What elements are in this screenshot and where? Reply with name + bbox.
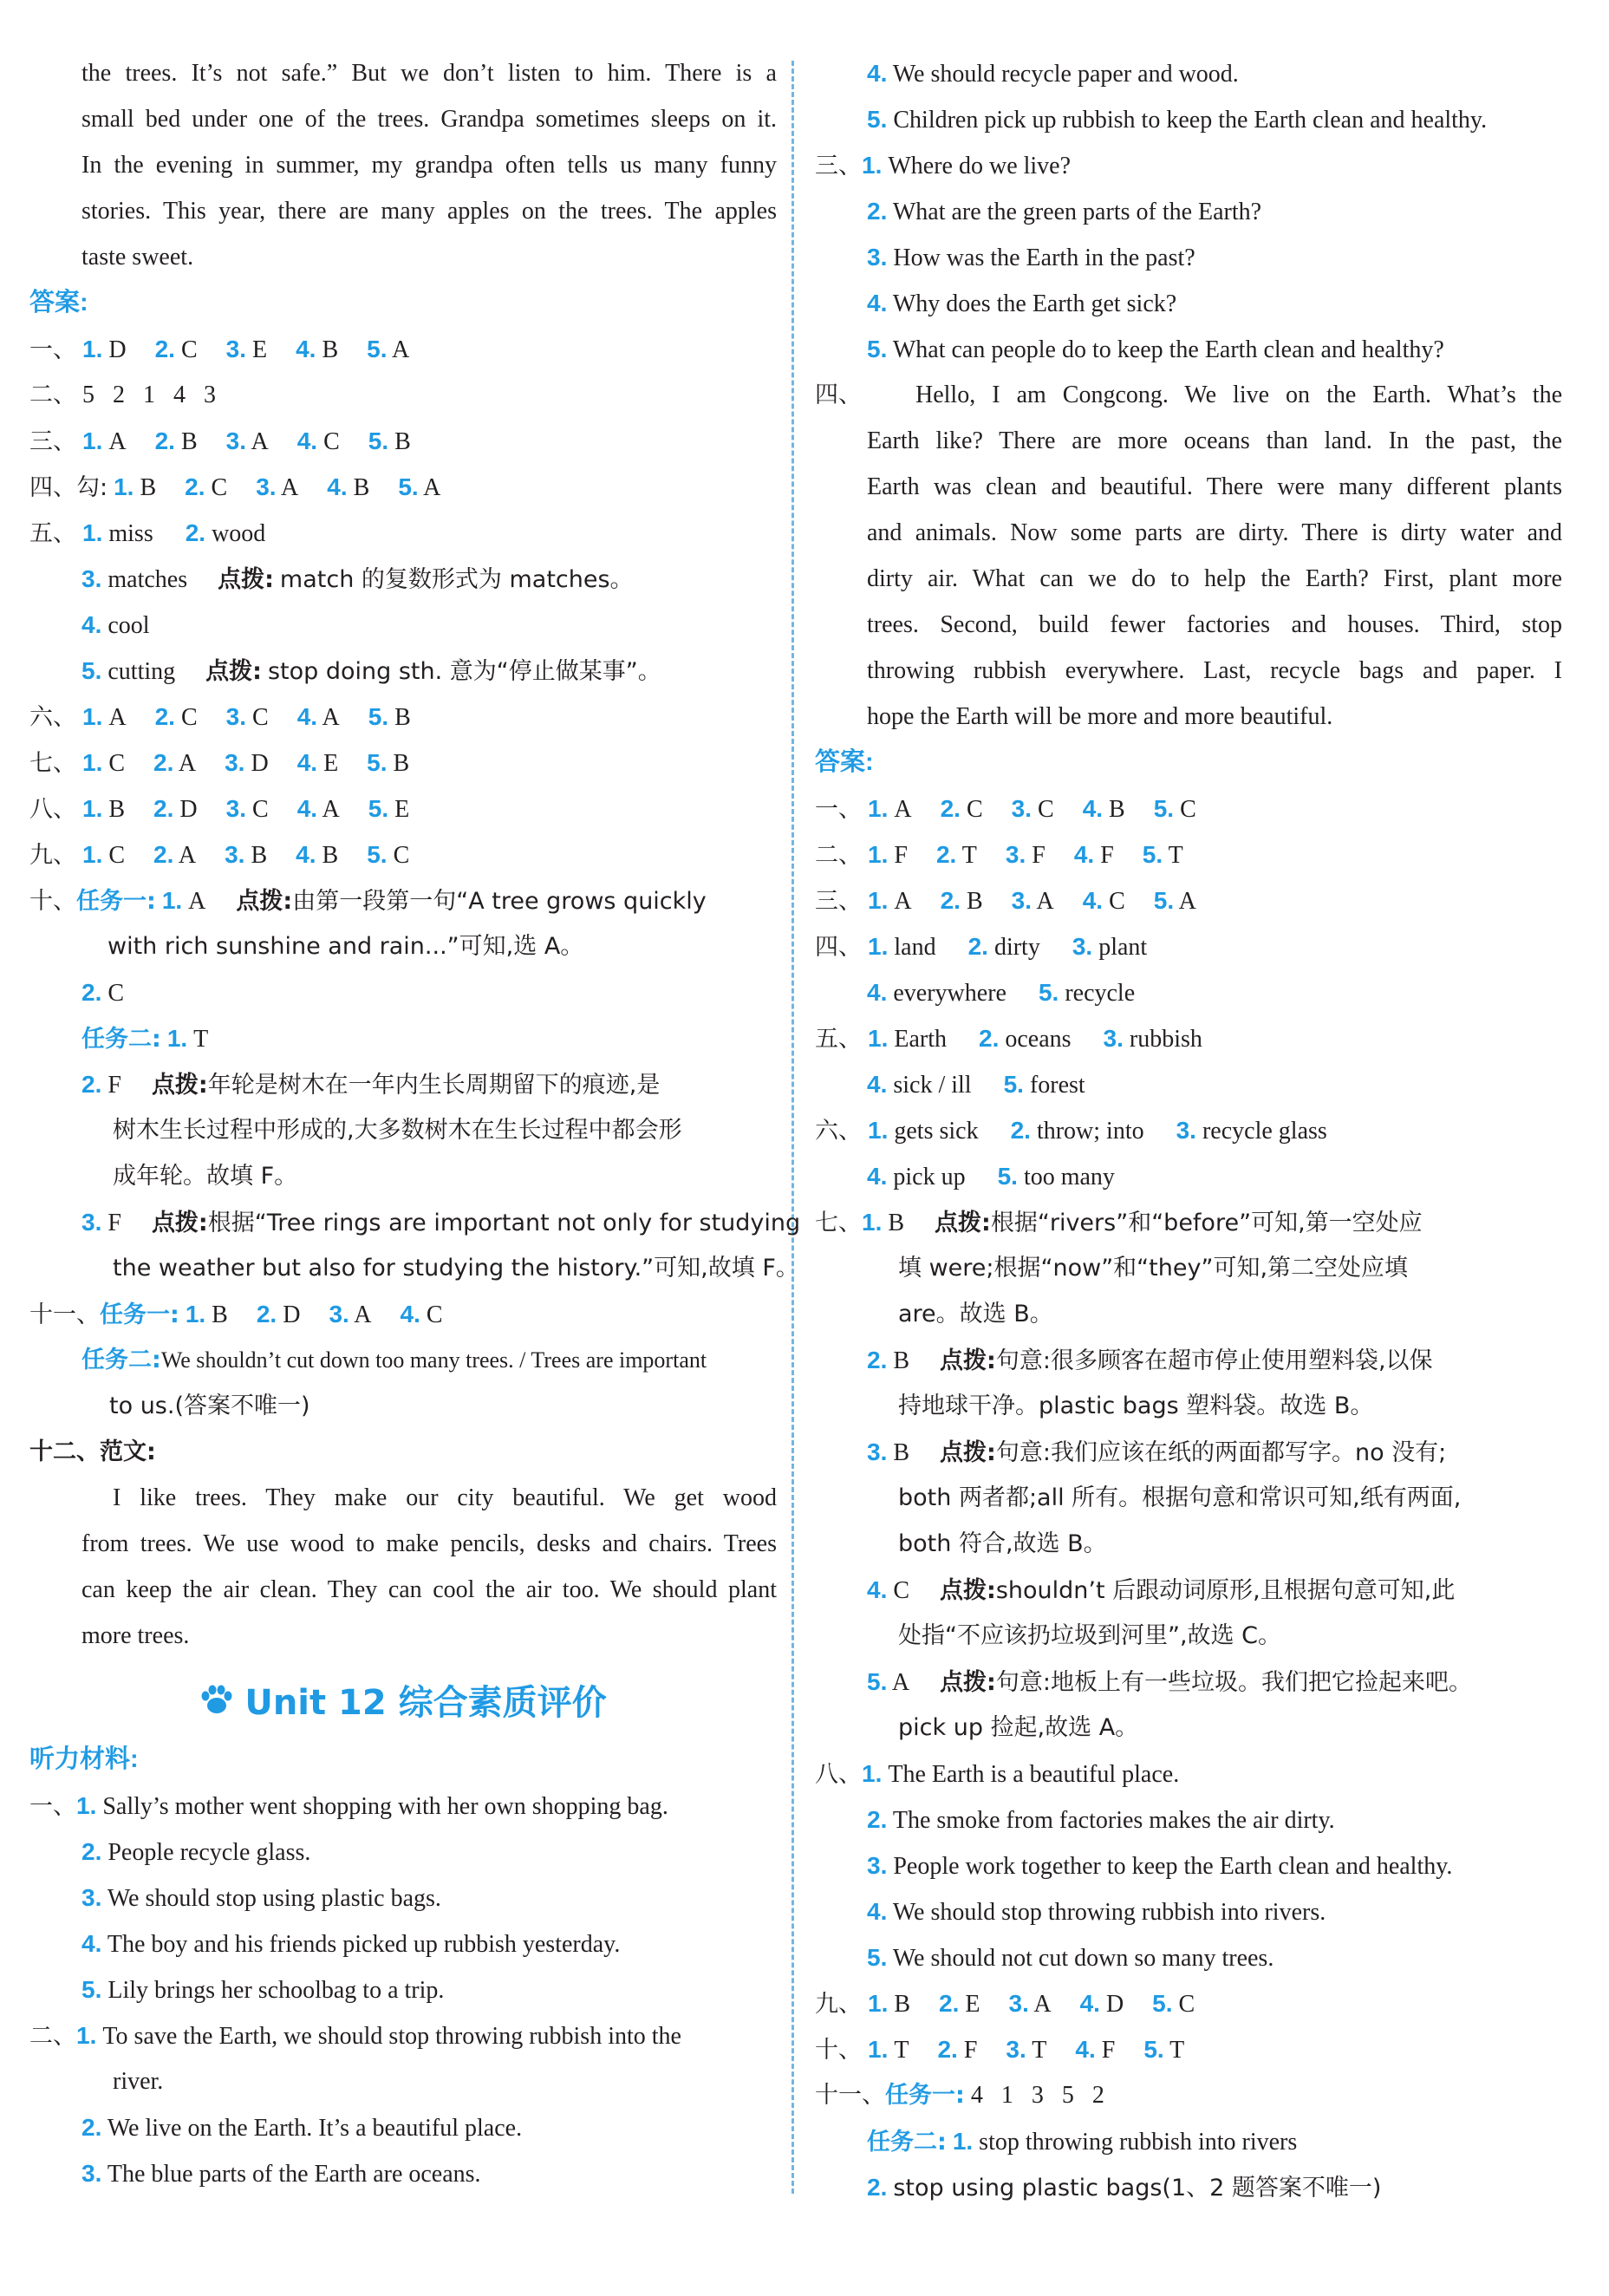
answer-item: 3. A bbox=[1011, 887, 1054, 915]
tip-note: 句意:很多顾客在超市停止使用塑料袋,以保 bbox=[995, 1347, 1433, 1374]
listening-row: 三、1. Where do we live? bbox=[815, 152, 1072, 179]
section-marker: 十、 bbox=[815, 2037, 862, 2064]
answer-item: 1. A bbox=[868, 887, 912, 915]
answer-item: 3. D bbox=[225, 749, 269, 777]
answer-continuation: to us.(答案不唯一) bbox=[109, 1393, 310, 1419]
answer-item: 5. T bbox=[1142, 841, 1183, 869]
tip-label: 点拨: bbox=[151, 1210, 208, 1236]
answer-row-si-2 bbox=[815, 969, 1562, 1015]
section-marker: 十一、 bbox=[29, 1301, 100, 1328]
tip-label: 点拨: bbox=[205, 658, 262, 685]
answer-item: 1. F bbox=[868, 841, 908, 869]
answer-heading bbox=[815, 740, 1562, 786]
listening-row: 二、1. To save the Earth, we should stop throwing rubbish into the bbox=[29, 2022, 681, 2050]
answer-item: 4. B bbox=[1082, 795, 1125, 823]
answer-item: 3. A bbox=[256, 473, 299, 501]
passage-line: trees. Second, build fewer factories and houses. Third, stop bbox=[867, 611, 1562, 638]
answer-item: 1. D bbox=[82, 336, 127, 363]
answer-row-shiyi bbox=[29, 1291, 777, 1337]
answer-row-liu bbox=[815, 1107, 1562, 1153]
section-marker: 二、 bbox=[815, 842, 862, 869]
answer-item: 5. C bbox=[1153, 795, 1196, 823]
answer-item: 4. A bbox=[296, 795, 340, 823]
answer-item: 4. B bbox=[296, 841, 339, 869]
section-marker: 十一、 bbox=[815, 2082, 885, 2109]
answer-item: 2. A bbox=[153, 841, 197, 869]
answer-item: 4. B bbox=[327, 473, 370, 501]
answer-item: 4. C bbox=[400, 1301, 443, 1328]
answer-item: 5. B bbox=[367, 749, 410, 777]
section-marker: 二、 bbox=[29, 2023, 76, 2050]
task-label: 任务一: bbox=[100, 1301, 179, 1328]
answer-item: 4. F bbox=[1075, 2036, 1116, 2064]
essay-line: I like trees. They make our city beautiful. We get wood bbox=[113, 1484, 777, 1511]
tip-note: 根据“rivers”和“before”可知,第一空处应 bbox=[990, 1210, 1423, 1236]
section-marker: 三、 bbox=[815, 888, 862, 915]
tip-note: shouldn’t 后跟动词原形,且根据句意可知,此 bbox=[995, 1577, 1456, 1604]
answer-row-si bbox=[29, 464, 777, 510]
passage-line: dirty air. What can we do to help the Earth? First, plant more bbox=[867, 565, 1562, 592]
answer-item: 4. D bbox=[1079, 1990, 1124, 2018]
tip-label: 点拨: bbox=[940, 1669, 996, 1696]
listening-row: 4. We should recycle paper and wood. bbox=[867, 60, 1239, 88]
answer-item: 1. T bbox=[868, 2036, 909, 2064]
answer-item: 3. A bbox=[1008, 1990, 1052, 2018]
answer-item: 2. C bbox=[154, 336, 198, 363]
tip-continuation: with rich sunshine and rain...”可知,选 A。 bbox=[107, 933, 584, 960]
passage-line: stories. This year, there are many apples on the trees. The apples bbox=[81, 198, 777, 225]
answer-row-shi bbox=[815, 2026, 1562, 2072]
answer-item: 5. forest bbox=[1003, 1071, 1085, 1099]
answer-row-san bbox=[29, 418, 777, 464]
answer-item: 3. E bbox=[225, 336, 268, 363]
section-marker: 三、 bbox=[29, 428, 76, 455]
answer-item: 2. B bbox=[940, 887, 983, 915]
answer-item: 1. B bbox=[114, 473, 157, 501]
listening-continuation: river. bbox=[113, 2068, 164, 2095]
section-marker: 六、 bbox=[815, 1118, 862, 1145]
answer-label: 答案: bbox=[29, 289, 88, 316]
section-marker: 四、 bbox=[29, 474, 76, 501]
answer-item: 5. A bbox=[398, 473, 441, 501]
answer-row-qi-2: 2. B 点拨:句意:很多顾客在超市停止使用塑料袋,以保 bbox=[867, 1347, 1433, 1374]
listening-row: 2. What are the green parts of the Earth? bbox=[867, 198, 1262, 225]
answer-item: 5. E bbox=[368, 795, 410, 823]
answer-order: 4 1 3 5 2 bbox=[970, 2082, 1104, 2109]
passage-line: and animals. Now some parts are dirty. There is dirty water and bbox=[867, 519, 1562, 546]
answer-row-yi bbox=[815, 786, 1562, 832]
passage-line: Hello, I am Congcong. We live on the Earth. What’s the bbox=[915, 382, 1562, 408]
tip-continuation: pick up 捡起,故选 A。 bbox=[898, 1714, 1139, 1741]
answer-row-wu-4: 4. cool bbox=[81, 611, 150, 639]
answer-item: 3. recycle glass bbox=[1176, 1117, 1327, 1145]
listening-row: 一、1. Sally’s mother went shopping with her own shopping bag. bbox=[29, 1792, 668, 1820]
answer-row-wu-2 bbox=[815, 1061, 1562, 1107]
section-marker: 一、 bbox=[815, 796, 862, 823]
answer-item: 5. A bbox=[1153, 887, 1196, 915]
passage-line: hope the Earth will be more and more beautiful. bbox=[867, 703, 1333, 730]
tip-note: 年轮是树木在一年内生长周期留下的痕迹,是 bbox=[207, 1072, 661, 1099]
answer-item: 4. C bbox=[1082, 887, 1125, 915]
section-marker: 九、 bbox=[29, 842, 76, 869]
answer-item: 5. T bbox=[1143, 2036, 1185, 2064]
answer-item: 3. T bbox=[1006, 2036, 1047, 2064]
answer-item: 1. miss bbox=[82, 519, 153, 547]
answer-item: 5. recycle bbox=[1038, 979, 1136, 1007]
tip-continuation: both 两者都;all 所有。根据句意和常识可知,纸有两面, bbox=[898, 1484, 1462, 1511]
section-marker: 四、 bbox=[815, 382, 862, 408]
section-marker: 十、 bbox=[29, 888, 76, 915]
listening-row: 3. How was the Earth in the past? bbox=[867, 244, 1195, 271]
answer-row-liu-2 bbox=[815, 1153, 1562, 1199]
answer-item: 5. C bbox=[367, 841, 410, 869]
tip-continuation: 成年轮。故填 F。 bbox=[113, 1163, 298, 1190]
tip-label: 点拨: bbox=[935, 1210, 991, 1236]
section-marker: 七、 bbox=[815, 1210, 862, 1236]
tip-continuation: 持地球干净。plastic bags 塑料袋。故选 B。 bbox=[898, 1393, 1374, 1419]
task-label: 任务二: bbox=[867, 2129, 947, 2156]
task-label: 任务一: bbox=[76, 888, 156, 915]
section-marker: 四、 bbox=[815, 934, 862, 961]
answer-item: 5. too many bbox=[997, 1163, 1115, 1190]
answer-row-ba-item: 5. We should not cut down so many trees. bbox=[867, 1944, 1274, 1972]
tip-label: 点拨: bbox=[940, 1347, 996, 1374]
answer-item: 3. C bbox=[225, 703, 269, 731]
model-essay bbox=[29, 1475, 777, 1659]
tip-continuation: both 符合,故选 B。 bbox=[898, 1530, 1107, 1557]
answer-item: 3. B bbox=[225, 841, 268, 869]
answer-row-wu bbox=[815, 1015, 1562, 1061]
answer-row-wu-5: 5. cutting 点拨: stop doing sth. 意为“停止做某事”。 bbox=[81, 657, 661, 685]
answer-item: 2. E bbox=[939, 1990, 980, 2018]
section-marker: 五、 bbox=[815, 1026, 862, 1053]
tip-note: 句意:地板上有一些垃圾。我们把它捡起来吧。 bbox=[995, 1669, 1472, 1696]
answer-row-jiu bbox=[29, 832, 777, 877]
tip-note: match 的复数形式为 matches。 bbox=[279, 566, 634, 593]
answer-item: 3. A bbox=[329, 1301, 372, 1328]
listening-row: 4. The boy and his friends picked up rubbish yesterday. bbox=[81, 1930, 621, 1958]
tip-label: 点拨: bbox=[218, 566, 274, 593]
answer-item: 4. E bbox=[296, 749, 339, 777]
answer-item: 1. A bbox=[82, 703, 127, 731]
answer-row-qi-4: 4. C 点拨:shouldn’t 后跟动词原形,且根据句意可知,此 bbox=[867, 1576, 1456, 1604]
task-label: 任务二: bbox=[81, 1347, 161, 1373]
section-marker: 十二、范文: bbox=[29, 1438, 156, 1465]
answer-row-shi: 十、任务一: 1. A 点拨:由第一段第一句“A tree grows quickly bbox=[29, 887, 707, 915]
listening-label: 听力材料: bbox=[29, 1745, 139, 1773]
answer-row-shiyi-t2-2: 2. stop using plastic bags(1、2 题答案不唯一) bbox=[867, 2174, 1382, 2201]
answer-row-shiyi bbox=[815, 2072, 1562, 2118]
answer-item: 5. B bbox=[368, 427, 411, 455]
listening-row: 5. Children pick up rubbish to keep the Earth clean and healthy. bbox=[867, 106, 1488, 134]
answer-item: 1. C bbox=[82, 749, 126, 777]
essay-line: more trees. bbox=[81, 1622, 190, 1649]
answer-item: 4. sick / ill bbox=[867, 1071, 972, 1099]
answer-row-si bbox=[815, 923, 1562, 969]
answer-row-wu-3: 3. matches 点拨: match 的复数形式为 matches。 bbox=[81, 565, 634, 593]
tip-note: stop doing sth. 意为“停止做某事”。 bbox=[267, 658, 661, 685]
listening-row: 3. We should stop using plastic bags. bbox=[81, 1884, 441, 1912]
answer-row-wu bbox=[29, 510, 777, 556]
passage-line: Earth was clean and beautiful. There were many different plants bbox=[867, 473, 1562, 500]
paw-icon bbox=[199, 1671, 234, 1738]
listening-heading bbox=[29, 1737, 777, 1783]
answer-heading bbox=[29, 280, 777, 326]
listening-row: 5. Lily brings her schoolbag to a trip. bbox=[81, 1976, 445, 2004]
answer-order: 5 2 1 4 3 bbox=[82, 382, 216, 408]
section-marker: 一、 bbox=[29, 336, 76, 363]
section-marker: 七、 bbox=[29, 750, 76, 777]
answer-item: 1. gets sick bbox=[868, 1117, 979, 1145]
right-column bbox=[815, 50, 1562, 2210]
task-label: 任务二: bbox=[81, 1026, 161, 1053]
answer-item: 3. plant bbox=[1072, 933, 1148, 961]
section-marker: 三、 bbox=[815, 153, 862, 179]
reading-passage bbox=[29, 50, 777, 280]
column-divider bbox=[791, 61, 794, 2194]
answer-row-qi-3: 3. B 点拨:句意:我们应该在纸的两面都写字。no 没有; bbox=[867, 1438, 1447, 1466]
answer-row-jiu bbox=[815, 1980, 1562, 2026]
listening-passage bbox=[815, 372, 1562, 740]
section-marker: 二、 bbox=[29, 382, 76, 408]
listening-row: 2. We live on the Earth. It’s a beautiful place. bbox=[81, 2114, 523, 2142]
answer-row-ba-item: 4. We should stop throwing rubbish into rivers. bbox=[867, 1898, 1326, 1926]
answer-item: 2. throw; into bbox=[1010, 1117, 1144, 1145]
answer-item: 2. C bbox=[185, 473, 228, 501]
answer-item: 1. land bbox=[868, 933, 936, 961]
answer-item: 4. B bbox=[296, 336, 339, 363]
section-prefix: 勾: bbox=[76, 474, 108, 501]
answer-row-ba: 八、1. The Earth is a beautiful place. bbox=[815, 1760, 1180, 1788]
section-marker: 八、 bbox=[815, 1761, 862, 1788]
left-column bbox=[29, 50, 801, 2196]
listening-row: 3. The blue parts of the Earth are oceans. bbox=[81, 2160, 481, 2188]
answer-row-shi-t2-2: 2. F 点拨:年轮是树木在一年内生长周期留下的痕迹,是 bbox=[81, 1071, 661, 1099]
answer-item: 1. C bbox=[82, 841, 126, 869]
tip-continuation: 处指“不应该扔垃圾到河里”,故选 C。 bbox=[898, 1622, 1281, 1649]
section-marker: 五、 bbox=[29, 520, 76, 547]
answer-row-shier bbox=[29, 1429, 777, 1475]
answer-row-ba-item: 3. People work together to keep the Earth clean and healthy. bbox=[867, 1852, 1453, 1880]
answer-item: 4. pick up bbox=[867, 1163, 966, 1190]
answer-item: 1. A bbox=[82, 427, 127, 455]
listening-row: 4. Why does the Earth get sick? bbox=[867, 290, 1177, 317]
section-marker: 六、 bbox=[29, 704, 76, 731]
answer-item: 1. Earth bbox=[868, 1025, 947, 1053]
passage-line: In the evening in summer, my grandpa often tells us many funny bbox=[81, 152, 777, 179]
answer-row-liu bbox=[29, 694, 777, 740]
tip-continuation: are。故选 B。 bbox=[898, 1301, 1053, 1327]
section-marker: 八、 bbox=[29, 796, 76, 823]
answer-item: 2. A bbox=[153, 749, 197, 777]
answer-row-yi bbox=[29, 326, 777, 372]
listening-row: 5. What can people do to keep the Earth clean and healthy? bbox=[867, 336, 1444, 363]
answer-item: 2. wood bbox=[185, 519, 266, 547]
answer-item: 3. F bbox=[1005, 841, 1046, 869]
listening-row: 2. People recycle glass. bbox=[81, 1838, 311, 1866]
answer-row-shiyi-task2: 任务二:We shouldn’t cut down too many trees. / Trees are important bbox=[81, 1347, 707, 1373]
passage-line: Earth like? There are more oceans than land. In the past, the bbox=[867, 427, 1562, 454]
tip-note: 句意:我们应该在纸的两面都写字。no 没有; bbox=[995, 1439, 1447, 1466]
answer-row-er bbox=[29, 372, 777, 418]
tip-continuation: 树木生长过程中形成的,大多数树木在生长过程中都会形 bbox=[113, 1117, 682, 1144]
answer-item: 1. A bbox=[868, 795, 912, 823]
answer-item: 2. D bbox=[256, 1301, 301, 1328]
passage-line: throwing rubbish everywhere. Last, recycle bags and paper. I bbox=[867, 657, 1562, 684]
answer-item: 3. C bbox=[225, 795, 269, 823]
tip-label: 点拨: bbox=[940, 1577, 996, 1604]
answer-row-shiyi-task2: 任务二: 1. stop throwing rubbish into rivers bbox=[867, 2128, 1298, 2156]
answer-row-qi-5: 5. A 点拨:句意:地板上有一些垃圾。我们把它捡起来吧。 bbox=[867, 1668, 1472, 1696]
essay-line: from trees. We use wood to make pencils, desks and chairs. Trees bbox=[81, 1530, 777, 1557]
answer-item: 1. B bbox=[185, 1301, 228, 1328]
answer-item: 4. A bbox=[296, 703, 340, 731]
answer-row-shi-t2-3: 3. F 点拨:根据“Tree rings are important not only for studying bbox=[81, 1209, 801, 1236]
tip-continuation: the weather but also for studying the history.”可知,故填 F。 bbox=[113, 1255, 799, 1282]
tip-note: 由第一段第一句“A tree grows quickly bbox=[292, 888, 707, 915]
answer-item: 2. oceans bbox=[979, 1025, 1072, 1053]
answer-item: 3. C bbox=[1011, 795, 1054, 823]
answer-item: 2. C bbox=[940, 795, 983, 823]
passage-line: small bed under one of the trees. Grandpa sometimes sleeps on it. bbox=[81, 106, 777, 133]
answer-row-shi-task2: 任务二: 1. T bbox=[81, 1025, 209, 1053]
task-label: 任务一: bbox=[885, 2082, 965, 2109]
answer-row-shi-2: 2. C bbox=[81, 979, 125, 1007]
answer-item: 4. C bbox=[296, 427, 340, 455]
answer-item: 5. B bbox=[368, 703, 411, 731]
answer-item: 2. T bbox=[935, 841, 977, 869]
answer-item: 2. D bbox=[153, 795, 198, 823]
tip-label: 点拨: bbox=[151, 1072, 208, 1099]
answer-row-qi bbox=[29, 740, 777, 786]
tip-note: 根据“Tree rings are important not only for studying bbox=[207, 1210, 801, 1236]
answer-item: 5. C bbox=[1152, 1990, 1195, 2018]
tip-label: 点拨: bbox=[940, 1439, 996, 1466]
answer-row-ba-item: 2. The smoke from factories makes the air dirty. bbox=[867, 1806, 1335, 1834]
answer-item: 2. F bbox=[937, 2036, 978, 2064]
tip-continuation: 填 were;根据“now”和“they”可知,第二空处应填 bbox=[898, 1255, 1409, 1282]
answer-item: 3. rubbish bbox=[1103, 1025, 1202, 1053]
tip-label: 点拨: bbox=[236, 888, 293, 915]
answer-item: 5. A bbox=[367, 336, 410, 363]
answer-row-ba bbox=[29, 786, 777, 832]
answer-row-er bbox=[815, 832, 1562, 877]
answer-item: 2. dirty bbox=[967, 933, 1040, 961]
answer-row-san bbox=[815, 877, 1562, 923]
answer-item: 1. B bbox=[868, 1990, 911, 2018]
passage-line: the trees. It’s not safe.” But we don’t listen to him. There is a bbox=[81, 60, 777, 87]
answer-item: 4. everywhere bbox=[867, 979, 1006, 1007]
essay-line: can keep the air clean. They can cool the air too. We should plant bbox=[81, 1576, 777, 1603]
answer-item: 3. A bbox=[225, 427, 269, 455]
answer-row-qi-1: 七、1. B 点拨:根据“rivers”和“before”可知,第一空处应 bbox=[815, 1209, 1423, 1236]
answer-item: 2. C bbox=[154, 703, 198, 731]
passage-line: taste sweet. bbox=[81, 244, 194, 271]
section-marker: 九、 bbox=[815, 1991, 862, 2018]
answer-item: 1. B bbox=[82, 795, 126, 823]
answer-item: 4. F bbox=[1073, 841, 1114, 869]
unit-title: Unit 12 综合素质评价 bbox=[29, 1669, 777, 1737]
answer-item: 2. B bbox=[154, 427, 198, 455]
answer-label: 答案: bbox=[815, 748, 874, 776]
section-marker: 一、 bbox=[29, 1793, 76, 1820]
